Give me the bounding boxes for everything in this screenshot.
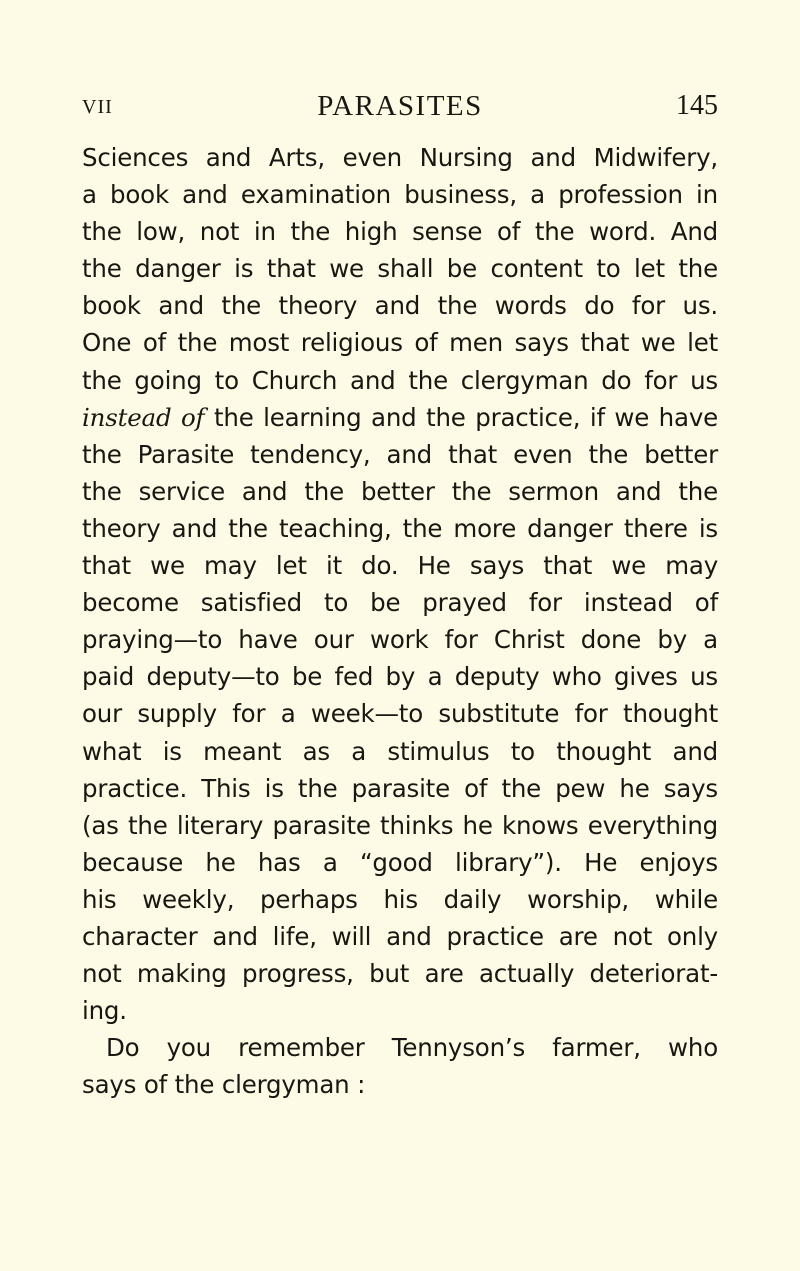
- text-line: Sciences and Arts, even Nursing and Midwifery,: [82, 143, 718, 172]
- text-line: become satisfied to be prayed for instead of: [82, 588, 718, 618]
- text-line: the Parasite tendency, and that even the better: [82, 439, 718, 469]
- text-line: ing.: [82, 996, 127, 1026]
- text-line-rest: the learning and the practice, if we have: [204, 402, 718, 432]
- text-line: that we may let it do. He says that we may: [82, 551, 718, 581]
- text-line: his weekly, perhaps his daily worship, while: [82, 884, 718, 914]
- text-line: the service and the better the sermon and the: [82, 476, 718, 506]
- chapter-title: PARASITES: [317, 90, 483, 122]
- text-line: practice. This is the parasite of the pew he says: [82, 773, 718, 803]
- text-line: theory and the teaching, the more danger there is: [82, 513, 718, 543]
- body-text: [82, 139, 718, 1103]
- text-line: our supply for a week—to substitute for thought: [82, 699, 718, 729]
- text-line: (as the literary parasite thinks he knows everything: [82, 810, 718, 840]
- text-line: praying—to have our work for Christ done by a: [82, 625, 718, 655]
- page-number: 145: [676, 90, 718, 121]
- text-line: not making progress, but are actually deteriorat-: [82, 959, 718, 989]
- text-line: what is meant as a stimulus to thought and: [82, 736, 718, 766]
- text-line: One of the most religious of men says that we let: [82, 328, 718, 358]
- text-line: character and life, will and practice are not only: [82, 921, 718, 951]
- text-line: because he has a “good library”). He enjoys: [82, 847, 718, 877]
- italic-phrase: instead of: [82, 402, 205, 432]
- text-line: the low, not in the high sense of the word. And: [82, 217, 718, 247]
- chapter-number: VII: [82, 96, 113, 118]
- text-line: says of the clergyman :: [82, 1070, 366, 1100]
- text-line: the going to Church and the clergyman do for us: [82, 365, 718, 395]
- text-line: a book and examination business, a profession in: [82, 180, 718, 210]
- text-line: the danger is that we shall be content to let the: [82, 254, 718, 284]
- running-head: [82, 90, 718, 130]
- text-line: paid deputy—to be fed by a deputy who gives us: [82, 662, 718, 692]
- text-line: book and the theory and the words do for us.: [82, 291, 718, 321]
- text-line-with-emphasis: [82, 399, 718, 436]
- text-line: Do you remember Tennyson’s farmer, who: [106, 1033, 718, 1063]
